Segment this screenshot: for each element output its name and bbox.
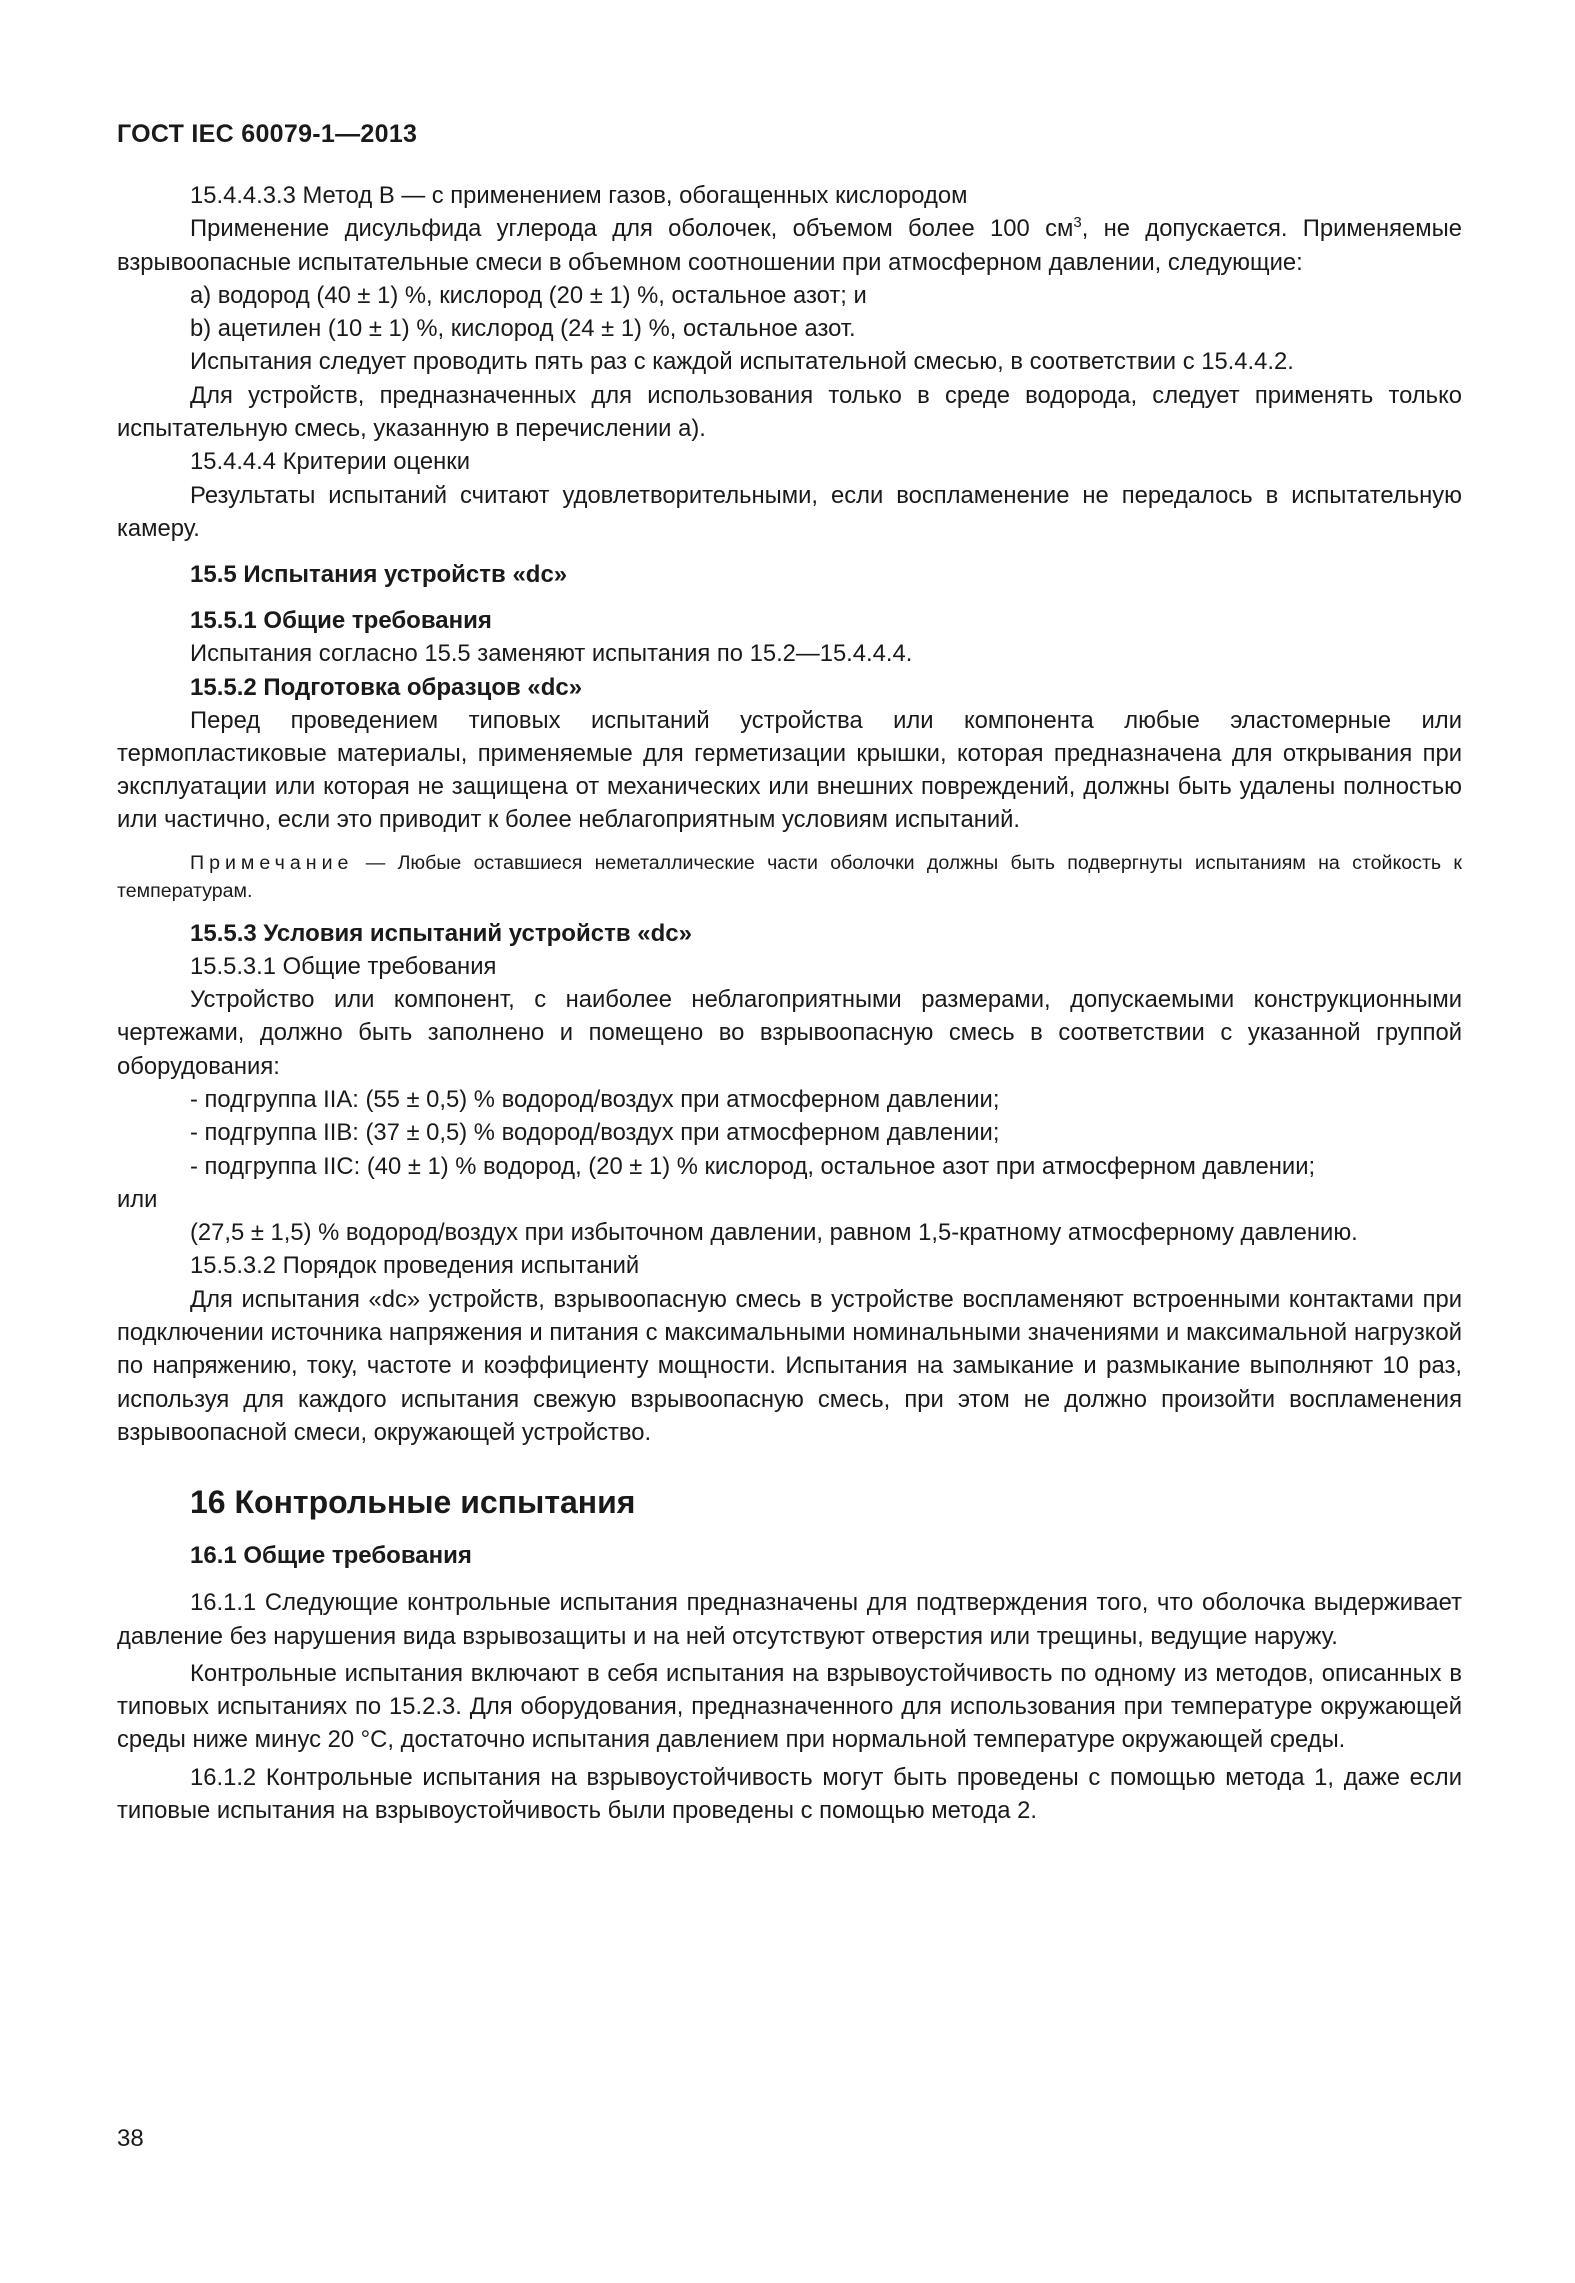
list-item-a: а) водород (40 ± 1) %, кислород (20 ± 1) %, остальное азот; и <box>190 281 867 309</box>
section-16-1-title: 16.1 Общие требования <box>190 1542 472 1570</box>
paragraph-carbon-disulfide: Применение дисульфида углерода для оболочек, объемом более 100 $см^3$, не допускается. Применяемые взрывоопасные испытательные смеси в объемном соотношении при атмосферном давлении, следующие: <box>117 214 1462 276</box>
list-item-iic: - подгруппа IIC: (40 ± 1) % водород, (20 ± 1) % кислород, остальное азот при атмосферном давлении; <box>190 1152 1316 1180</box>
page-number: 38 <box>117 2125 144 2152</box>
section-16-title: 16 Контрольные испытания <box>190 1484 636 1521</box>
section-15-5-1-title: 15.5.1 Общие требования <box>190 607 492 635</box>
paragraph-15-4-4-4: 15.4.4.4 Критерии оценки <box>190 448 470 476</box>
list-item-b: b) ацетилен (10 ± 1) %, кислород (24 ± 1) %, остальное азот. <box>190 315 856 343</box>
paragraph-device-conditions: Устройство или компонент, с наиболее неблагоприятными размерами, допускаемыми конструкционными чертежами, должно быть заполнено и помещено во взрывоопасную смесь в соответствии с указанной группой оборудования: <box>117 986 1462 1080</box>
list-item-iia: - подгруппа IIA: (55 ± 0,5) % водород/воздух при атмосферном давлении; <box>190 1085 1000 1113</box>
paragraph-15-5-replaces: Испытания согласно 15.5 заменяют испытания по 15.2—15.4.4.4. <box>190 640 913 668</box>
document-header: ГОСТ IEC 60079-1—2013 <box>117 120 418 148</box>
paragraph-or: или <box>117 1185 158 1213</box>
section-15-5-title: 15.5 Испытания устройств «dc» <box>190 561 568 589</box>
note-label: Примечание <box>190 851 354 874</box>
paragraph-16-1-2: 16.1.2 Контрольные испытания на взрывоустойчивость могут быть проведены с помощью метода 1, даже если типовые испытания на взрывоустойчивость были проведены с помощью метода 2. <box>117 1763 1462 1824</box>
list-item-iib: - подгруппа IIB: (37 ± 0,5) % водород/воздух при атмосферном давлении; <box>190 1119 1000 1147</box>
paragraph-test-procedure: Для испытания «dc» устройств, взрывоопасную смесь в устройстве воспламеняют встроенными контактами при подключении источника напряжения и питания с максимальными номинальными значениями и максимальной нагрузкой по напряжению, току, частоте и коэффициенту мощности. Испытания на замыкание и размыкание выполняют 10 раз, используя для каждого испытания свежую взрывоопасную смесь, при этом не должно произойти воспламенения взрывоопасной смеси, окружающей устройство. <box>117 1285 1462 1446</box>
section-15-5-2-title: 15.5.2 Подготовка образцов «dc» <box>190 673 583 701</box>
paragraph-15-4-4-3-3: 15.4.4.3.3 Метод B — с применением газов, обогащенных кислородом <box>190 182 968 209</box>
paragraph-hydrogen-only: Для устройств, предназначенных для использования только в среде водорода, следует применять только испытательную смесь, указанную в перечислении а). <box>117 381 1462 443</box>
paragraph-five-times: Испытания следует проводить пять раз с каждой испытательной смесью, в соответствии с 15.4.4.2. <box>190 348 1294 376</box>
paragraph-routine-tests: Контрольные испытания включают в себя испытания на взрывоустойчивость по одному из методов, описанных в типовых испытаниях по 15.2.3. Для оборудования, предназначенного для использования при температуре окружающей среды ниже минус 20 °С, достаточно испытания давлением при нормальной температуре окружающей среды. <box>117 1659 1462 1754</box>
paragraph-15-5-3-2: 15.5.3.2 Порядок проведения испытаний <box>190 1252 640 1280</box>
section-15-5-3-title: 15.5.3 Условия испытаний устройств «dc» <box>190 919 692 947</box>
paragraph-overpressure: (27,5 ± 1,5) % водород/воздух при избыточном давлении, равном 1,5-кратному атмосферному давлению. <box>190 1219 1358 1247</box>
paragraph-16-1-1: 16.1.1 Следующие контрольные испытания предназначены для подтверждения того, что оболочка выдерживает давление без нарушения вида взрывозащиты и на ней отсутствуют отверстия или трещины, ведущие наружу. <box>117 1589 1462 1650</box>
note: Примечание — Любые оставшиеся неметаллические части оболочки должны быть подвергнуты испытаниям на стойкость к температурам. <box>117 851 1462 902</box>
paragraph-sample-preparation: Перед проведением типовых испытаний устройства или компонента любые эластомерные или термопластиковые материалы, применяемые для герметизации крышки, которая предназначена для открывания при эксплуатации или которая не защищена от механических или внешних повреждений, должны быть удалены полностью или частично, если это приводит к более неблагоприятным условиям испытаний. <box>117 706 1462 834</box>
paragraph-criteria: Результаты испытаний считают удовлетворительными, если воспламенение не передалось в испытательную камеру. <box>117 481 1462 542</box>
paragraph-15-5-3-1: 15.5.3.1 Общие требования <box>190 952 497 980</box>
document-page <box>117 120 1462 1827</box>
